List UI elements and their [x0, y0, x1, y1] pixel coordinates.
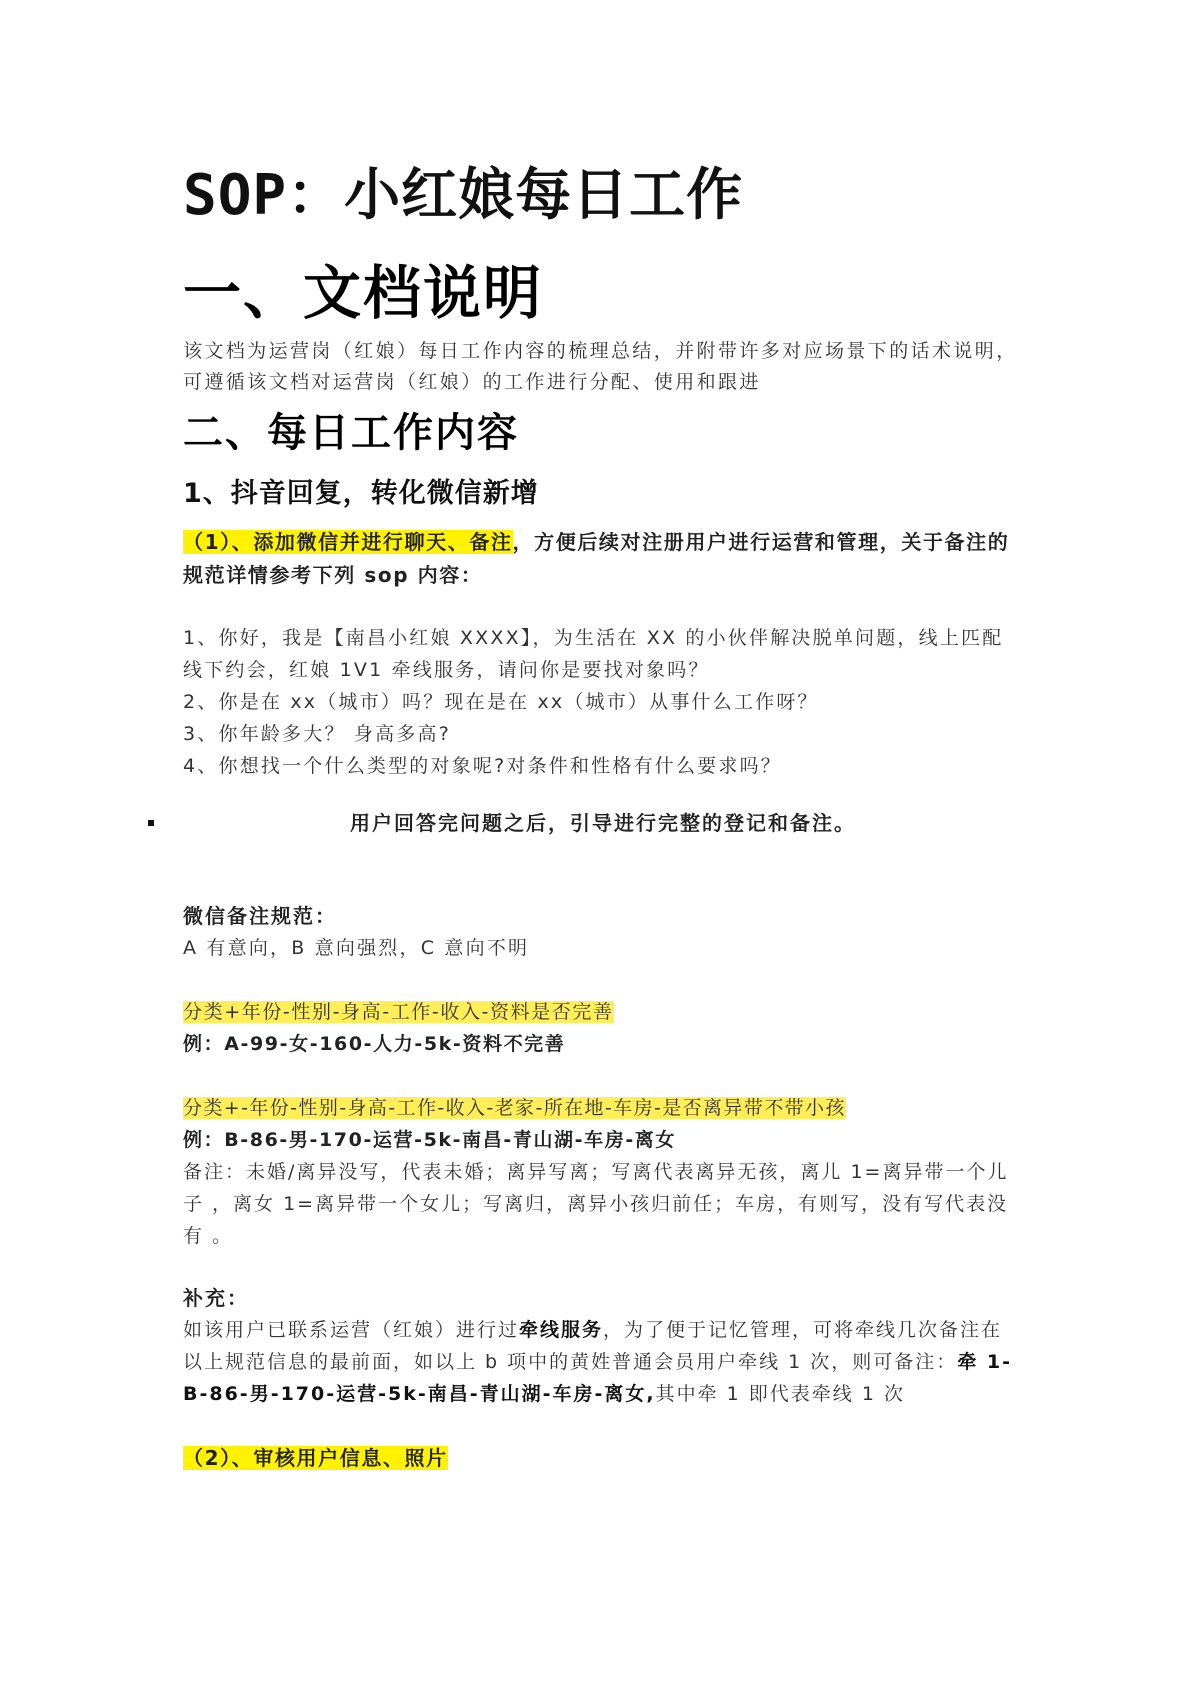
- document-title: SOP：小红娘每日工作: [183, 163, 744, 228]
- supplement-text-c: 其中牵 1 即代表牵线 1 次: [655, 1383, 905, 1405]
- item2-paragraph: [183, 1442, 1023, 1474]
- wechat-spec-title: 微信备注规范：: [183, 904, 337, 928]
- supplement-text: [183, 1314, 1023, 1410]
- script-line: 2、你是在 xx（城市）吗？现在是在 xx（城市）从事什么工作呀？: [183, 691, 819, 713]
- supplement-bold-b: 牵 1-B-86-男-170-运营-5k-南昌-青山湖-车房-离女,: [183, 1351, 1013, 1405]
- supplement-title: 补充：: [183, 1286, 249, 1310]
- example1: 例：A-99-女-160-人力-5k-资料不完善: [183, 1033, 566, 1055]
- bullet-marker: [148, 820, 154, 826]
- script-line: 3、你年龄多大？ 身高多高?: [183, 723, 452, 745]
- format1-line: [183, 996, 1023, 1028]
- script-line: 4、你想找一个什么类型的对象呢?对条件和性格有什么要求吗？: [183, 755, 782, 777]
- format1-highlight: 分类+年份-性别-身高-工作-收入-资料是否完善: [183, 1001, 614, 1023]
- section1-body: 该文档为运营岗（红娘）每日工作内容的梳理总结，并附带许多对应场景下的话术说明，可遵循该文档对运营岗（红娘）的工作进行分配、使用和跟进: [183, 340, 1018, 393]
- section2-heading: 二、每日工作内容: [183, 410, 519, 456]
- item1-rest: ，方便后续对注册用户进行运营和管理，关于备注的规范详情参考下列 sop 内容：: [183, 530, 1010, 587]
- example2: 例：B-86-男-170-运营-5k-南昌-青山湖-车房-离女: [183, 1129, 677, 1151]
- item1-paragraph: [183, 526, 1023, 592]
- supplement-text-a: 如该用户已联系运营（红娘）进行过: [183, 1319, 520, 1341]
- wechat-spec-levels: A 有意向，B 意向强烈，C 意向不明: [183, 937, 530, 959]
- supplement-text-b: ，为了便于记忆管理，可将牵线几次备注在以上规范信息的最前面，如以上 b 项中的黄姓普通会员用户牵线 1 次，则可备注：: [183, 1319, 1003, 1373]
- subsection-douyin-reply: 1、抖音回复，转化微信新增: [183, 478, 539, 509]
- section1-heading: 一、文档说明: [183, 259, 544, 327]
- format2-line: [183, 1092, 1023, 1124]
- guide-text: 用户回答完问题之后，引导进行完整的登记和备注。: [350, 811, 856, 835]
- supplement-bold-a: 牵线服务: [519, 1319, 604, 1341]
- item2-highlight: （2）、审核用户信息、照片: [183, 1446, 448, 1470]
- item1-highlight: （1）、添加微信并进行聊天、备注: [183, 530, 513, 554]
- script-line: 1、你好，我是【南昌小红娘 XXXX】，为生活在 XX 的小伙伴解决脱单问题，线上匹配线下约会，红娘 1V1 牵线服务，请问你是要找对象吗？: [183, 627, 1004, 681]
- chat-script: [183, 622, 1023, 782]
- format2-highlight: 分类+-年份-性别-身高-工作-收入-老家-所在地-车房-是否离异带不带小孩: [183, 1097, 846, 1119]
- remark-note: 备注：未婚/离异没写，代表未婚；离异写离；写离代表离异无孩，离儿 1=离异带一个儿子 ，离女 1=离异带一个女儿；写离归，离异小孩归前任；车房，有则写，没有写代表没有 。: [183, 1161, 1009, 1247]
